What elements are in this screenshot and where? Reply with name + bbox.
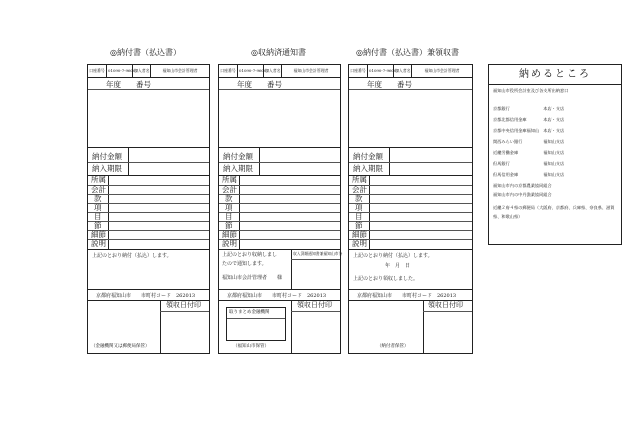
due-date-label: 納入期限 — [223, 164, 253, 173]
account-header — [219, 65, 340, 78]
received-message: 上記のとおり領収しました。 — [353, 276, 419, 282]
slip1-title: ◎納付書（払込書） — [110, 48, 181, 57]
storage-note: （納付者保管） — [377, 344, 409, 349]
account-header — [349, 65, 472, 78]
place-item: 福知山市内の京都農業協同組合 — [493, 183, 552, 188]
item-kan: 款 — [355, 194, 363, 203]
place-item: 関西みらい銀行 福知山支店 — [493, 139, 565, 144]
item-affiliation: 所属 — [352, 175, 367, 184]
subscriber-value: 福知山市会計管理者 — [162, 68, 198, 73]
receipt-stamp-label: 領収日付印 — [166, 301, 201, 309]
payment-places-title: 納めるところ — [489, 65, 621, 85]
place-item: 福知山市役所会計室及び各支所出納窓口 — [493, 88, 569, 93]
notice-message-line1: 上記のとおり収納しまし — [222, 252, 278, 258]
item-kou: 項 — [225, 203, 233, 212]
slip2-title: ◎収納済通知書 — [251, 48, 306, 57]
place-item: 京都銀行 本店・支店 — [493, 106, 565, 111]
item-setsu: 節 — [225, 221, 233, 230]
item-affiliation: 所属 — [91, 175, 106, 184]
item-kou: 項 — [355, 203, 363, 212]
item-moku: 目 — [355, 212, 363, 221]
item-kou: 項 — [94, 203, 102, 212]
subscriber-value: 福知山市会計管理者 — [424, 68, 460, 73]
item-description: 説明 — [91, 239, 106, 248]
item-account: 会計 — [222, 185, 237, 194]
item-moku: 目 — [94, 212, 102, 221]
item-moku: 目 — [225, 212, 233, 221]
year-number-label: 年度 番号 — [367, 80, 412, 89]
slip3-title: ◎納付書（払込書）兼領収書 — [356, 48, 459, 57]
account-header — [88, 65, 209, 78]
item-saisetsu: 細節 — [352, 230, 367, 239]
subscriber-value: 福知山市会計管理者 — [293, 68, 329, 73]
place-item: 近畿労働金庫 福知山支店 — [493, 150, 565, 155]
place-item: 但馬銀行 福知山支店 — [493, 161, 565, 166]
account-code-label: 口座番号 — [349, 65, 368, 77]
place-item: 福知山市内の中丹漁業協同組合 — [493, 192, 552, 197]
receipt-stamp-label: 領収日付印 — [297, 301, 332, 309]
storage-note: （福知山市保管） — [233, 344, 269, 349]
item-saisetsu: 細節 — [222, 230, 237, 239]
account-code-value: 01090-7-96007 — [238, 65, 264, 77]
payment-message: 上記のとおり納付（払込）します。 — [92, 253, 172, 259]
collector-box-label: 取りまとめ金融機関 — [229, 310, 270, 315]
payment-places-box — [488, 64, 622, 245]
subscriber-label: 加入者名 — [394, 65, 412, 77]
place-item: 但馬信用金庫 福知山支店 — [493, 172, 565, 177]
amount-label: 納付金額 — [353, 152, 383, 161]
item-setsu: 節 — [355, 221, 363, 230]
issuer-line: 京都府福知山市 市町村コード 262013 — [227, 293, 327, 299]
subscriber-label: 加入者名 — [133, 65, 151, 77]
item-kan: 款 — [94, 194, 102, 203]
year-number-label: 年度 番号 — [237, 80, 282, 89]
collector-box — [226, 307, 286, 341]
due-date-label: 納入期限 — [353, 164, 383, 173]
place-item: 京都中央信用金庫福知山 本店・支店 — [493, 128, 565, 133]
item-description: 説明 — [222, 239, 237, 248]
receipt-stamp-label: 領収日付印 — [428, 301, 463, 309]
place-item: 近畿２府４県の郵便局（大阪府、京都府、兵庫県、奈良県、滋賀県、和歌山県） — [493, 205, 615, 219]
slip-payment-receipt — [348, 64, 473, 354]
due-date-label: 納入期限 — [92, 164, 122, 173]
item-kan: 款 — [225, 194, 233, 203]
item-account: 会計 — [352, 185, 367, 194]
issuer-line: 京都府福知山市 市町村コード 262013 — [357, 293, 457, 299]
official-line: 福知山市会計管理者 様 — [222, 275, 283, 281]
account-code-label: 口座番号 — [219, 65, 238, 77]
side-box-label: 収入済額通知書兼福知山市分 — [293, 251, 343, 256]
slip-payment-form — [87, 64, 210, 354]
place-item: 京都北都信用金庫 本店・支店 — [493, 117, 565, 122]
subscriber-label: 加入者名 — [264, 65, 282, 77]
year-number-label: 年度 番号 — [106, 80, 151, 89]
account-code-label: 口座番号 — [88, 65, 107, 77]
item-account: 会計 — [91, 185, 106, 194]
account-code-value: 01090-7-96007 — [107, 65, 133, 77]
item-setsu: 節 — [94, 221, 102, 230]
payment-message: 上記のとおり納付（払込）します。 — [353, 253, 433, 259]
issuer-line: 京都府福知山市 市町村コード 262013 — [96, 293, 196, 299]
account-code-value: 01090-7-96007 — [368, 65, 394, 77]
item-description: 説明 — [352, 239, 367, 248]
amount-label: 納付金額 — [223, 152, 253, 161]
notice-message-line2: たので通知します。 — [222, 261, 267, 267]
amount-label: 納付金額 — [92, 152, 122, 161]
item-saisetsu: 細節 — [91, 230, 106, 239]
storage-note: （金融機関又は郵便局保管） — [91, 344, 150, 349]
slip-receipt-notice — [218, 64, 341, 354]
date-line: 年 月 日 — [385, 263, 411, 269]
item-affiliation: 所属 — [222, 175, 237, 184]
